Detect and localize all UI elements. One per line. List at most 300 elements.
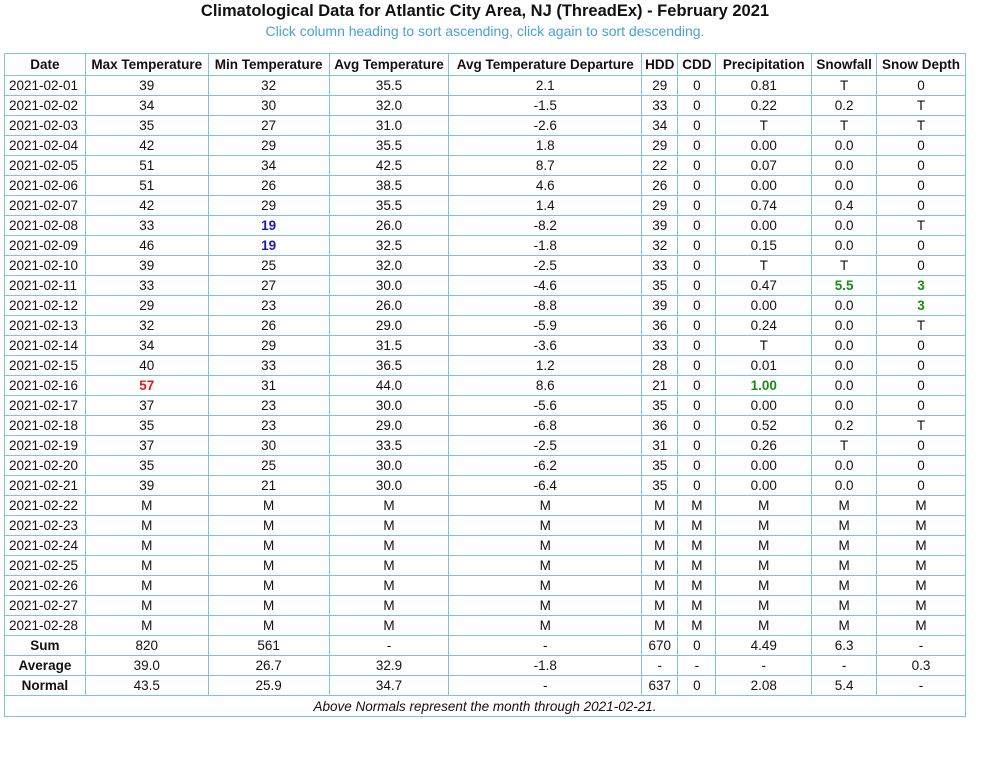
date-cell: 2021-02-28 bbox=[5, 616, 86, 636]
summary-row bbox=[5, 636, 966, 656]
column-header-max-temperature[interactable]: Max Temperature bbox=[85, 54, 208, 76]
data-cell-avg-temperature-departure: 1.8 bbox=[449, 136, 642, 156]
data-cell-max-temperature: M bbox=[85, 576, 208, 596]
data-cell-precipitation: 1.00 bbox=[716, 376, 812, 396]
data-cell-hdd: M bbox=[642, 576, 678, 596]
data-cell-snow-depth: T bbox=[877, 416, 966, 436]
table-row bbox=[5, 516, 966, 536]
table-row bbox=[5, 156, 966, 176]
date-cell: 2021-02-16 bbox=[5, 376, 86, 396]
data-cell-avg-temperature: 32.5 bbox=[329, 236, 449, 256]
data-cell-min-temperature: 27 bbox=[208, 116, 329, 136]
data-cell-max-temperature: 37 bbox=[85, 436, 208, 456]
date-cell: 2021-02-27 bbox=[5, 596, 86, 616]
data-cell-snow-depth: 0 bbox=[877, 376, 966, 396]
data-cell-precipitation: T bbox=[716, 256, 812, 276]
data-cell-hdd: 28 bbox=[642, 356, 678, 376]
data-cell-snow-depth: 0 bbox=[877, 356, 966, 376]
data-cell-snow-depth: 0 bbox=[877, 76, 966, 96]
data-cell-min-temperature: 25 bbox=[208, 456, 329, 476]
column-header-avg-temperature-departure[interactable]: Avg Temperature Departure bbox=[449, 54, 642, 76]
data-cell-cdd: 0 bbox=[678, 356, 716, 376]
date-cell: 2021-02-15 bbox=[5, 356, 86, 376]
data-cell-snow-depth: 0 bbox=[877, 476, 966, 496]
data-cell-snowfall: 0.0 bbox=[812, 376, 877, 396]
data-cell-snow-depth: 3 bbox=[877, 296, 966, 316]
data-cell-precipitation: 0.01 bbox=[716, 356, 812, 376]
data-cell-min-temperature: 27 bbox=[208, 276, 329, 296]
data-cell-cdd: 0 bbox=[678, 136, 716, 156]
data-cell-min-temperature: 30 bbox=[208, 436, 329, 456]
data-cell-min-temperature: 26 bbox=[208, 316, 329, 336]
data-cell-min-temperature: M bbox=[208, 616, 329, 636]
data-cell-precipitation: 0.00 bbox=[716, 176, 812, 196]
table-row bbox=[5, 496, 966, 516]
data-cell-avg-temperature-departure: -2.6 bbox=[449, 116, 642, 136]
data-cell-precipitation: M bbox=[716, 536, 812, 556]
date-cell: 2021-02-07 bbox=[5, 196, 86, 216]
data-cell-min-temperature: 33 bbox=[208, 356, 329, 376]
data-cell-min-temperature: 29 bbox=[208, 196, 329, 216]
summary-cell-snow-depth: 0.3 bbox=[877, 656, 966, 676]
data-cell-max-temperature: M bbox=[85, 496, 208, 516]
data-cell-avg-temperature-departure: M bbox=[449, 496, 642, 516]
summary-cell-snow-depth: - bbox=[877, 636, 966, 656]
date-cell: 2021-02-06 bbox=[5, 176, 86, 196]
data-cell-snowfall: M bbox=[812, 516, 877, 536]
table-row bbox=[5, 96, 966, 116]
data-cell-snowfall: T bbox=[812, 256, 877, 276]
data-cell-avg-temperature-departure: -1.8 bbox=[449, 236, 642, 256]
data-cell-cdd: 0 bbox=[678, 296, 716, 316]
footer-note: Above Normals represent the month through 2021-02-21. bbox=[5, 696, 966, 717]
table-row bbox=[5, 596, 966, 616]
table-row bbox=[5, 136, 966, 156]
data-cell-precipitation: M bbox=[716, 576, 812, 596]
data-cell-avg-temperature: M bbox=[329, 596, 449, 616]
data-cell-snowfall: 0.0 bbox=[812, 336, 877, 356]
data-cell-avg-temperature-departure: -4.6 bbox=[449, 276, 642, 296]
column-header-snow-depth[interactable]: Snow Depth bbox=[877, 54, 966, 76]
summary-label: Sum bbox=[5, 636, 86, 656]
summary-cell-min-temperature: 561 bbox=[208, 636, 329, 656]
date-cell: 2021-02-21 bbox=[5, 476, 86, 496]
data-cell-avg-temperature-departure: -1.5 bbox=[449, 96, 642, 116]
data-cell-precipitation: M bbox=[716, 496, 812, 516]
data-cell-cdd: 0 bbox=[678, 336, 716, 356]
summary-row bbox=[5, 656, 966, 676]
table-row bbox=[5, 436, 966, 456]
data-cell-snow-depth: T bbox=[877, 96, 966, 116]
summary-cell-snow-depth: - bbox=[877, 676, 966, 696]
date-cell: 2021-02-10 bbox=[5, 256, 86, 276]
summary-cell-hdd: 670 bbox=[642, 636, 678, 656]
data-cell-max-temperature: 34 bbox=[85, 96, 208, 116]
column-header-date[interactable]: Date bbox=[5, 54, 86, 76]
date-cell: 2021-02-11 bbox=[5, 276, 86, 296]
data-cell-precipitation: 0.00 bbox=[716, 396, 812, 416]
data-cell-avg-temperature-departure: -5.6 bbox=[449, 396, 642, 416]
data-cell-snowfall: 0.0 bbox=[812, 476, 877, 496]
data-cell-avg-temperature: 31.5 bbox=[329, 336, 449, 356]
data-cell-snowfall: 0.2 bbox=[812, 96, 877, 116]
data-cell-avg-temperature-departure: -2.5 bbox=[449, 436, 642, 456]
sort-instructions: Click column heading to sort ascending, click again to sort descending. bbox=[265, 23, 705, 39]
data-cell-cdd: 0 bbox=[678, 476, 716, 496]
table-body bbox=[5, 76, 966, 696]
data-cell-max-temperature: 39 bbox=[85, 476, 208, 496]
data-cell-cdd: M bbox=[678, 616, 716, 636]
data-cell-avg-temperature-departure: M bbox=[449, 616, 642, 636]
data-cell-snowfall: T bbox=[812, 436, 877, 456]
table-row bbox=[5, 396, 966, 416]
data-cell-min-temperature: M bbox=[208, 536, 329, 556]
table-row bbox=[5, 276, 966, 296]
data-cell-avg-temperature-departure: 1.4 bbox=[449, 196, 642, 216]
table-row bbox=[5, 576, 966, 596]
data-cell-snowfall: M bbox=[812, 576, 877, 596]
data-cell-avg-temperature: 31.0 bbox=[329, 116, 449, 136]
data-cell-snow-depth: 0 bbox=[877, 196, 966, 216]
data-cell-min-temperature: 26 bbox=[208, 176, 329, 196]
summary-cell-max-temperature: 39.0 bbox=[85, 656, 208, 676]
data-cell-snow-depth: 0 bbox=[877, 256, 966, 276]
data-cell-avg-temperature: 32.0 bbox=[329, 256, 449, 276]
date-cell: 2021-02-24 bbox=[5, 536, 86, 556]
table-row bbox=[5, 476, 966, 496]
data-cell-hdd: 35 bbox=[642, 456, 678, 476]
date-cell: 2021-02-17 bbox=[5, 396, 86, 416]
data-cell-snow-depth: 0 bbox=[877, 156, 966, 176]
data-cell-hdd: 32 bbox=[642, 236, 678, 256]
data-cell-max-temperature: 46 bbox=[85, 236, 208, 256]
data-cell-max-temperature: 29 bbox=[85, 296, 208, 316]
data-cell-hdd: 33 bbox=[642, 256, 678, 276]
column-header-precipitation[interactable]: Precipitation bbox=[716, 54, 812, 76]
data-cell-precipitation: M bbox=[716, 596, 812, 616]
summary-cell-avg-temperature-departure: -1.8 bbox=[449, 656, 642, 676]
data-cell-avg-temperature-departure: -6.2 bbox=[449, 456, 642, 476]
data-cell-snowfall: M bbox=[812, 596, 877, 616]
data-cell-cdd: M bbox=[678, 536, 716, 556]
data-cell-precipitation: M bbox=[716, 616, 812, 636]
summary-cell-snowfall: - bbox=[812, 656, 877, 676]
data-cell-avg-temperature: M bbox=[329, 556, 449, 576]
data-cell-avg-temperature-departure: -6.4 bbox=[449, 476, 642, 496]
data-cell-max-temperature: 51 bbox=[85, 176, 208, 196]
data-cell-cdd: 0 bbox=[678, 316, 716, 336]
summary-cell-precipitation: - bbox=[716, 656, 812, 676]
data-cell-hdd: 36 bbox=[642, 316, 678, 336]
data-cell-hdd: 39 bbox=[642, 216, 678, 236]
page-title: Climatological Data for Atlantic City Area, NJ (ThreadEx) - February 2021 bbox=[200, 2, 770, 20]
summary-label: Average bbox=[5, 656, 86, 676]
date-cell: 2021-02-19 bbox=[5, 436, 86, 456]
data-cell-snow-depth: M bbox=[877, 536, 966, 556]
data-cell-avg-temperature: 32.0 bbox=[329, 96, 449, 116]
data-cell-max-temperature: 57 bbox=[85, 376, 208, 396]
data-cell-precipitation: 0.07 bbox=[716, 156, 812, 176]
data-cell-snowfall: 0.0 bbox=[812, 356, 877, 376]
data-cell-hdd: 31 bbox=[642, 436, 678, 456]
data-cell-snow-depth: M bbox=[877, 556, 966, 576]
data-cell-avg-temperature: 29.0 bbox=[329, 316, 449, 336]
date-cell: 2021-02-03 bbox=[5, 116, 86, 136]
data-cell-avg-temperature: 42.5 bbox=[329, 156, 449, 176]
data-cell-min-temperature: M bbox=[208, 516, 329, 536]
data-cell-avg-temperature-departure: M bbox=[449, 536, 642, 556]
date-cell: 2021-02-12 bbox=[5, 296, 86, 316]
data-cell-avg-temperature-departure: -3.6 bbox=[449, 336, 642, 356]
date-cell: 2021-02-26 bbox=[5, 576, 86, 596]
data-cell-avg-temperature-departure: 1.2 bbox=[449, 356, 642, 376]
data-cell-snow-depth: T bbox=[877, 316, 966, 336]
data-cell-avg-temperature-departure: 4.6 bbox=[449, 176, 642, 196]
data-cell-avg-temperature: M bbox=[329, 496, 449, 516]
data-cell-hdd: 21 bbox=[642, 376, 678, 396]
data-cell-min-temperature: M bbox=[208, 556, 329, 576]
data-cell-min-temperature: 23 bbox=[208, 416, 329, 436]
data-cell-hdd: 39 bbox=[642, 296, 678, 316]
column-header-cdd[interactable]: CDD bbox=[678, 54, 716, 76]
data-cell-hdd: 29 bbox=[642, 196, 678, 216]
summary-cell-precipitation: 2.08 bbox=[716, 676, 812, 696]
summary-cell-hdd: 637 bbox=[642, 676, 678, 696]
data-cell-precipitation: 0.81 bbox=[716, 76, 812, 96]
column-header-min-temperature[interactable]: Min Temperature bbox=[208, 54, 329, 76]
data-cell-snowfall: 0.0 bbox=[812, 396, 877, 416]
data-cell-avg-temperature-departure: -8.2 bbox=[449, 216, 642, 236]
data-cell-cdd: 0 bbox=[678, 76, 716, 96]
data-cell-avg-temperature: 30.0 bbox=[329, 456, 449, 476]
data-cell-snowfall: 0.0 bbox=[812, 316, 877, 336]
data-cell-hdd: M bbox=[642, 596, 678, 616]
data-cell-cdd: 0 bbox=[678, 96, 716, 116]
data-cell-hdd: M bbox=[642, 536, 678, 556]
data-cell-max-temperature: 39 bbox=[85, 76, 208, 96]
data-cell-min-temperature: 32 bbox=[208, 76, 329, 96]
table-row bbox=[5, 616, 966, 636]
date-cell: 2021-02-01 bbox=[5, 76, 86, 96]
summary-cell-min-temperature: 26.7 bbox=[208, 656, 329, 676]
table-row bbox=[5, 316, 966, 336]
data-cell-cdd: M bbox=[678, 576, 716, 596]
data-cell-cdd: 0 bbox=[678, 176, 716, 196]
data-cell-max-temperature: 34 bbox=[85, 336, 208, 356]
data-cell-hdd: 33 bbox=[642, 96, 678, 116]
data-cell-min-temperature: 23 bbox=[208, 396, 329, 416]
summary-cell-avg-temperature: 32.9 bbox=[329, 656, 449, 676]
data-cell-cdd: 0 bbox=[678, 256, 716, 276]
data-cell-cdd: 0 bbox=[678, 416, 716, 436]
data-cell-snow-depth: M bbox=[877, 496, 966, 516]
data-cell-min-temperature: 30 bbox=[208, 96, 329, 116]
data-cell-avg-temperature-departure: M bbox=[449, 576, 642, 596]
data-cell-precipitation: M bbox=[716, 516, 812, 536]
data-cell-cdd: 0 bbox=[678, 276, 716, 296]
data-cell-avg-temperature: M bbox=[329, 536, 449, 556]
data-cell-hdd: 29 bbox=[642, 76, 678, 96]
data-cell-avg-temperature: 35.5 bbox=[329, 196, 449, 216]
summary-cell-cdd: 0 bbox=[678, 636, 716, 656]
data-cell-hdd: M bbox=[642, 516, 678, 536]
data-cell-precipitation: 0.22 bbox=[716, 96, 812, 116]
table-row bbox=[5, 176, 966, 196]
summary-cell-avg-temperature: 34.7 bbox=[329, 676, 449, 696]
data-cell-min-temperature: M bbox=[208, 576, 329, 596]
table-row bbox=[5, 336, 966, 356]
data-cell-max-temperature: 32 bbox=[85, 316, 208, 336]
data-cell-avg-temperature-departure: -5.9 bbox=[449, 316, 642, 336]
data-cell-avg-temperature-departure: -6.8 bbox=[449, 416, 642, 436]
data-cell-precipitation: T bbox=[716, 116, 812, 136]
summary-cell-avg-temperature-departure: - bbox=[449, 676, 642, 696]
date-cell: 2021-02-05 bbox=[5, 156, 86, 176]
data-cell-max-temperature: M bbox=[85, 556, 208, 576]
data-cell-snow-depth: 3 bbox=[877, 276, 966, 296]
data-cell-snowfall: 0.0 bbox=[812, 156, 877, 176]
data-cell-max-temperature: 40 bbox=[85, 356, 208, 376]
header-row bbox=[5, 54, 966, 76]
data-cell-precipitation: 0.47 bbox=[716, 276, 812, 296]
data-cell-cdd: 0 bbox=[678, 156, 716, 176]
table-row bbox=[5, 456, 966, 476]
data-cell-max-temperature: 35 bbox=[85, 116, 208, 136]
data-cell-avg-temperature-departure: M bbox=[449, 596, 642, 616]
data-cell-snow-depth: M bbox=[877, 576, 966, 596]
data-cell-avg-temperature-departure: M bbox=[449, 556, 642, 576]
data-cell-hdd: 36 bbox=[642, 416, 678, 436]
data-cell-max-temperature: M bbox=[85, 516, 208, 536]
data-cell-max-temperature: 35 bbox=[85, 416, 208, 436]
data-cell-avg-temperature-departure: 8.6 bbox=[449, 376, 642, 396]
date-cell: 2021-02-23 bbox=[5, 516, 86, 536]
table-row bbox=[5, 196, 966, 216]
data-cell-hdd: M bbox=[642, 556, 678, 576]
data-cell-avg-temperature: 29.0 bbox=[329, 416, 449, 436]
data-cell-snowfall: 0.0 bbox=[812, 236, 877, 256]
data-cell-max-temperature: 39 bbox=[85, 256, 208, 276]
data-cell-avg-temperature-departure: -8.8 bbox=[449, 296, 642, 316]
data-cell-precipitation: M bbox=[716, 556, 812, 576]
data-cell-max-temperature: 35 bbox=[85, 456, 208, 476]
data-cell-precipitation: 0.52 bbox=[716, 416, 812, 436]
table-row bbox=[5, 76, 966, 96]
summary-cell-hdd: - bbox=[642, 656, 678, 676]
table-row bbox=[5, 376, 966, 396]
data-cell-snowfall: T bbox=[812, 76, 877, 96]
table-row bbox=[5, 356, 966, 376]
table-row bbox=[5, 236, 966, 256]
data-cell-min-temperature: 31 bbox=[208, 376, 329, 396]
data-cell-avg-temperature: 30.0 bbox=[329, 396, 449, 416]
data-cell-cdd: 0 bbox=[678, 116, 716, 136]
data-cell-snowfall: 0.2 bbox=[812, 416, 877, 436]
data-cell-avg-temperature-departure: 2.1 bbox=[449, 76, 642, 96]
summary-cell-max-temperature: 43.5 bbox=[85, 676, 208, 696]
summary-cell-cdd: 0 bbox=[678, 676, 716, 696]
data-cell-precipitation: 0.00 bbox=[716, 456, 812, 476]
date-cell: 2021-02-09 bbox=[5, 236, 86, 256]
data-cell-avg-temperature: 36.5 bbox=[329, 356, 449, 376]
data-cell-max-temperature: 42 bbox=[85, 136, 208, 156]
data-cell-snowfall: M bbox=[812, 556, 877, 576]
data-cell-min-temperature: 21 bbox=[208, 476, 329, 496]
data-cell-snowfall: M bbox=[812, 616, 877, 636]
data-cell-hdd: 29 bbox=[642, 136, 678, 156]
data-cell-precipitation: T bbox=[716, 336, 812, 356]
data-cell-snowfall: T bbox=[812, 116, 877, 136]
data-cell-avg-temperature-departure: -2.5 bbox=[449, 256, 642, 276]
data-cell-avg-temperature-departure: M bbox=[449, 516, 642, 536]
data-cell-avg-temperature: 30.0 bbox=[329, 276, 449, 296]
data-cell-snow-depth: M bbox=[877, 516, 966, 536]
summary-row bbox=[5, 676, 966, 696]
data-cell-precipitation: 0.00 bbox=[716, 296, 812, 316]
table-row bbox=[5, 216, 966, 236]
date-cell: 2021-02-13 bbox=[5, 316, 86, 336]
date-cell: 2021-02-18 bbox=[5, 416, 86, 436]
data-cell-avg-temperature: 35.5 bbox=[329, 136, 449, 156]
data-cell-avg-temperature: M bbox=[329, 516, 449, 536]
data-cell-cdd: 0 bbox=[678, 196, 716, 216]
data-cell-cdd: 0 bbox=[678, 396, 716, 416]
data-cell-avg-temperature: 33.5 bbox=[329, 436, 449, 456]
summary-label: Normal bbox=[5, 676, 86, 696]
date-cell: 2021-02-04 bbox=[5, 136, 86, 156]
data-cell-snowfall: M bbox=[812, 496, 877, 516]
data-cell-cdd: 0 bbox=[678, 216, 716, 236]
data-cell-snowfall: 0.0 bbox=[812, 176, 877, 196]
summary-cell-snowfall: 6.3 bbox=[812, 636, 877, 656]
data-cell-avg-temperature: 35.5 bbox=[329, 76, 449, 96]
column-header-avg-temperature[interactable]: Avg Temperature bbox=[329, 54, 449, 76]
data-cell-snowfall: 0.0 bbox=[812, 216, 877, 236]
data-cell-snowfall: 0.4 bbox=[812, 196, 877, 216]
data-cell-max-temperature: M bbox=[85, 616, 208, 636]
column-header-snowfall[interactable]: Snowfall bbox=[812, 54, 877, 76]
data-cell-hdd: 26 bbox=[642, 176, 678, 196]
data-cell-hdd: 35 bbox=[642, 476, 678, 496]
data-cell-snowfall: 0.0 bbox=[812, 456, 877, 476]
data-cell-min-temperature: 29 bbox=[208, 136, 329, 156]
data-cell-snow-depth: 0 bbox=[877, 336, 966, 356]
data-cell-min-temperature: 23 bbox=[208, 296, 329, 316]
data-cell-snow-depth: 0 bbox=[877, 396, 966, 416]
data-cell-avg-temperature: 38.5 bbox=[329, 176, 449, 196]
data-cell-min-temperature: 34 bbox=[208, 156, 329, 176]
data-cell-precipitation: 0.00 bbox=[716, 136, 812, 156]
data-cell-cdd: M bbox=[678, 516, 716, 536]
column-header-hdd[interactable]: HDD bbox=[642, 54, 678, 76]
data-cell-hdd: 35 bbox=[642, 396, 678, 416]
data-cell-snow-depth: 0 bbox=[877, 136, 966, 156]
data-cell-min-temperature: M bbox=[208, 496, 329, 516]
data-cell-avg-temperature: M bbox=[329, 616, 449, 636]
data-cell-hdd: 35 bbox=[642, 276, 678, 296]
table-row bbox=[5, 536, 966, 556]
data-cell-avg-temperature: 26.0 bbox=[329, 296, 449, 316]
data-cell-precipitation: 0.26 bbox=[716, 436, 812, 456]
data-cell-avg-temperature: M bbox=[329, 576, 449, 596]
data-cell-snow-depth: 0 bbox=[877, 176, 966, 196]
summary-cell-precipitation: 4.49 bbox=[716, 636, 812, 656]
data-cell-avg-temperature-departure: 8.7 bbox=[449, 156, 642, 176]
data-cell-min-temperature: 29 bbox=[208, 336, 329, 356]
summary-cell-cdd: - bbox=[678, 656, 716, 676]
summary-cell-min-temperature: 25.9 bbox=[208, 676, 329, 696]
data-cell-min-temperature: 19 bbox=[208, 216, 329, 236]
